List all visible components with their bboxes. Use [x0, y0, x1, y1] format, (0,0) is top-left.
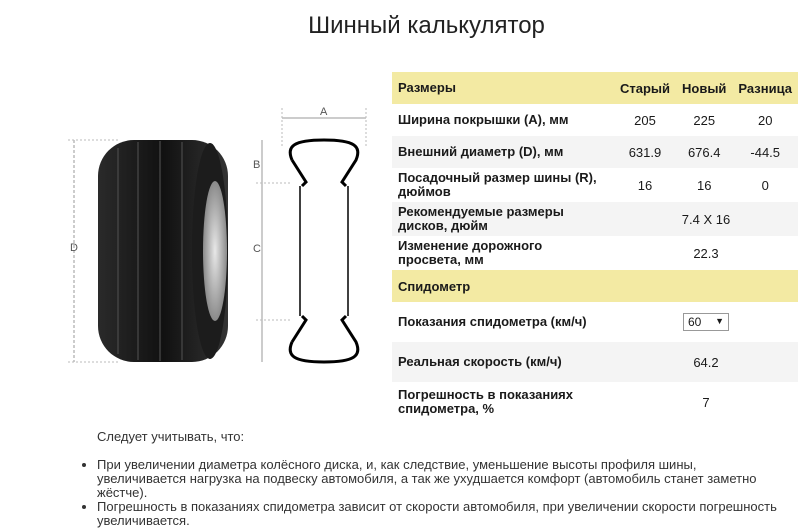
speed-select[interactable]: [683, 313, 729, 331]
tire-image: [98, 140, 228, 362]
row-label: Ширина покрышки (A), мм: [398, 112, 569, 127]
row-label: Погрешность в показаниях спидометра, %: [398, 387, 573, 416]
tire-calculator-table: [392, 72, 798, 422]
notes-intro: Следует учитывать, что:: [97, 429, 245, 444]
speed-select-cell: [614, 302, 798, 342]
recommended-rim-value: 7.4 X 16: [614, 202, 798, 236]
header-old: Старый: [614, 72, 676, 104]
value-old: 205: [634, 112, 656, 128]
table-row: [392, 104, 798, 136]
table-row: [392, 342, 798, 382]
list-item: • При увеличении диаметра колёсного диска, и, как следствие, уменьшение высоты профиля шины, увеличивается нагрузка на подвеску автомобиля, а так же ухудшается комфорт (автомобиль станет заметно жёстче).: [97, 458, 778, 500]
value-old: 16: [637, 177, 653, 193]
row-label: Посадочный размер шины (R), дюймов: [398, 170, 597, 199]
dimension-b-c: [253, 140, 290, 362]
row-label: Рекомендуемые размеры дисков, дюйм: [392, 202, 614, 236]
section-header-speedometer: [392, 270, 798, 302]
table-row: [392, 302, 798, 342]
value-diff: 0: [761, 177, 769, 193]
table-row: [392, 236, 798, 270]
value-new: 16: [696, 177, 712, 193]
label-b: B: [253, 159, 261, 171]
table-row: [392, 168, 798, 202]
row-label: Внешний диаметр (D), мм: [392, 136, 614, 168]
row-label: Изменение дорожного просвета, мм: [398, 238, 543, 267]
label-c: C: [253, 243, 261, 255]
clearance-change-value: 22.3: [693, 245, 719, 261]
notes-section: [78, 430, 778, 528]
value-new: 225: [693, 112, 716, 128]
real-speed-value: 64.2: [614, 342, 798, 382]
tire-cross-section: [290, 140, 358, 362]
header-sizes: Размеры: [392, 72, 614, 104]
table-row: [392, 382, 798, 422]
speedometer-error-value: 7: [702, 394, 710, 410]
table-row: [392, 136, 798, 168]
dimension-a: [282, 106, 366, 148]
row-label: Реальная скорость (км/ч): [392, 342, 614, 382]
value-old: 631.9: [614, 136, 676, 168]
section-title: Спидометр: [392, 270, 798, 302]
value-diff: 20: [757, 112, 773, 128]
header-new: Новый: [676, 72, 732, 104]
label-a: A: [320, 106, 328, 118]
chevron-down-icon: ▼: [715, 316, 724, 326]
row-label: Показания спидометра (км/ч): [398, 314, 587, 329]
tire-diagram: [60, 98, 390, 373]
value-new: 676.4: [676, 136, 732, 168]
table-row: [392, 202, 798, 236]
label-d: D: [70, 242, 78, 254]
speed-select-value: 60: [687, 315, 702, 329]
list-item: • Погрешность в показаниях спидометра зависит от скорости автомобиля, при увеличении скорости погрешность увеличивается.: [97, 500, 778, 528]
table-header: [392, 72, 798, 104]
notes-list: [78, 458, 778, 528]
header-diff: Разница: [732, 72, 798, 104]
page-title: Шинный калькулятор: [308, 12, 545, 39]
value-diff: -44.5: [732, 136, 798, 168]
